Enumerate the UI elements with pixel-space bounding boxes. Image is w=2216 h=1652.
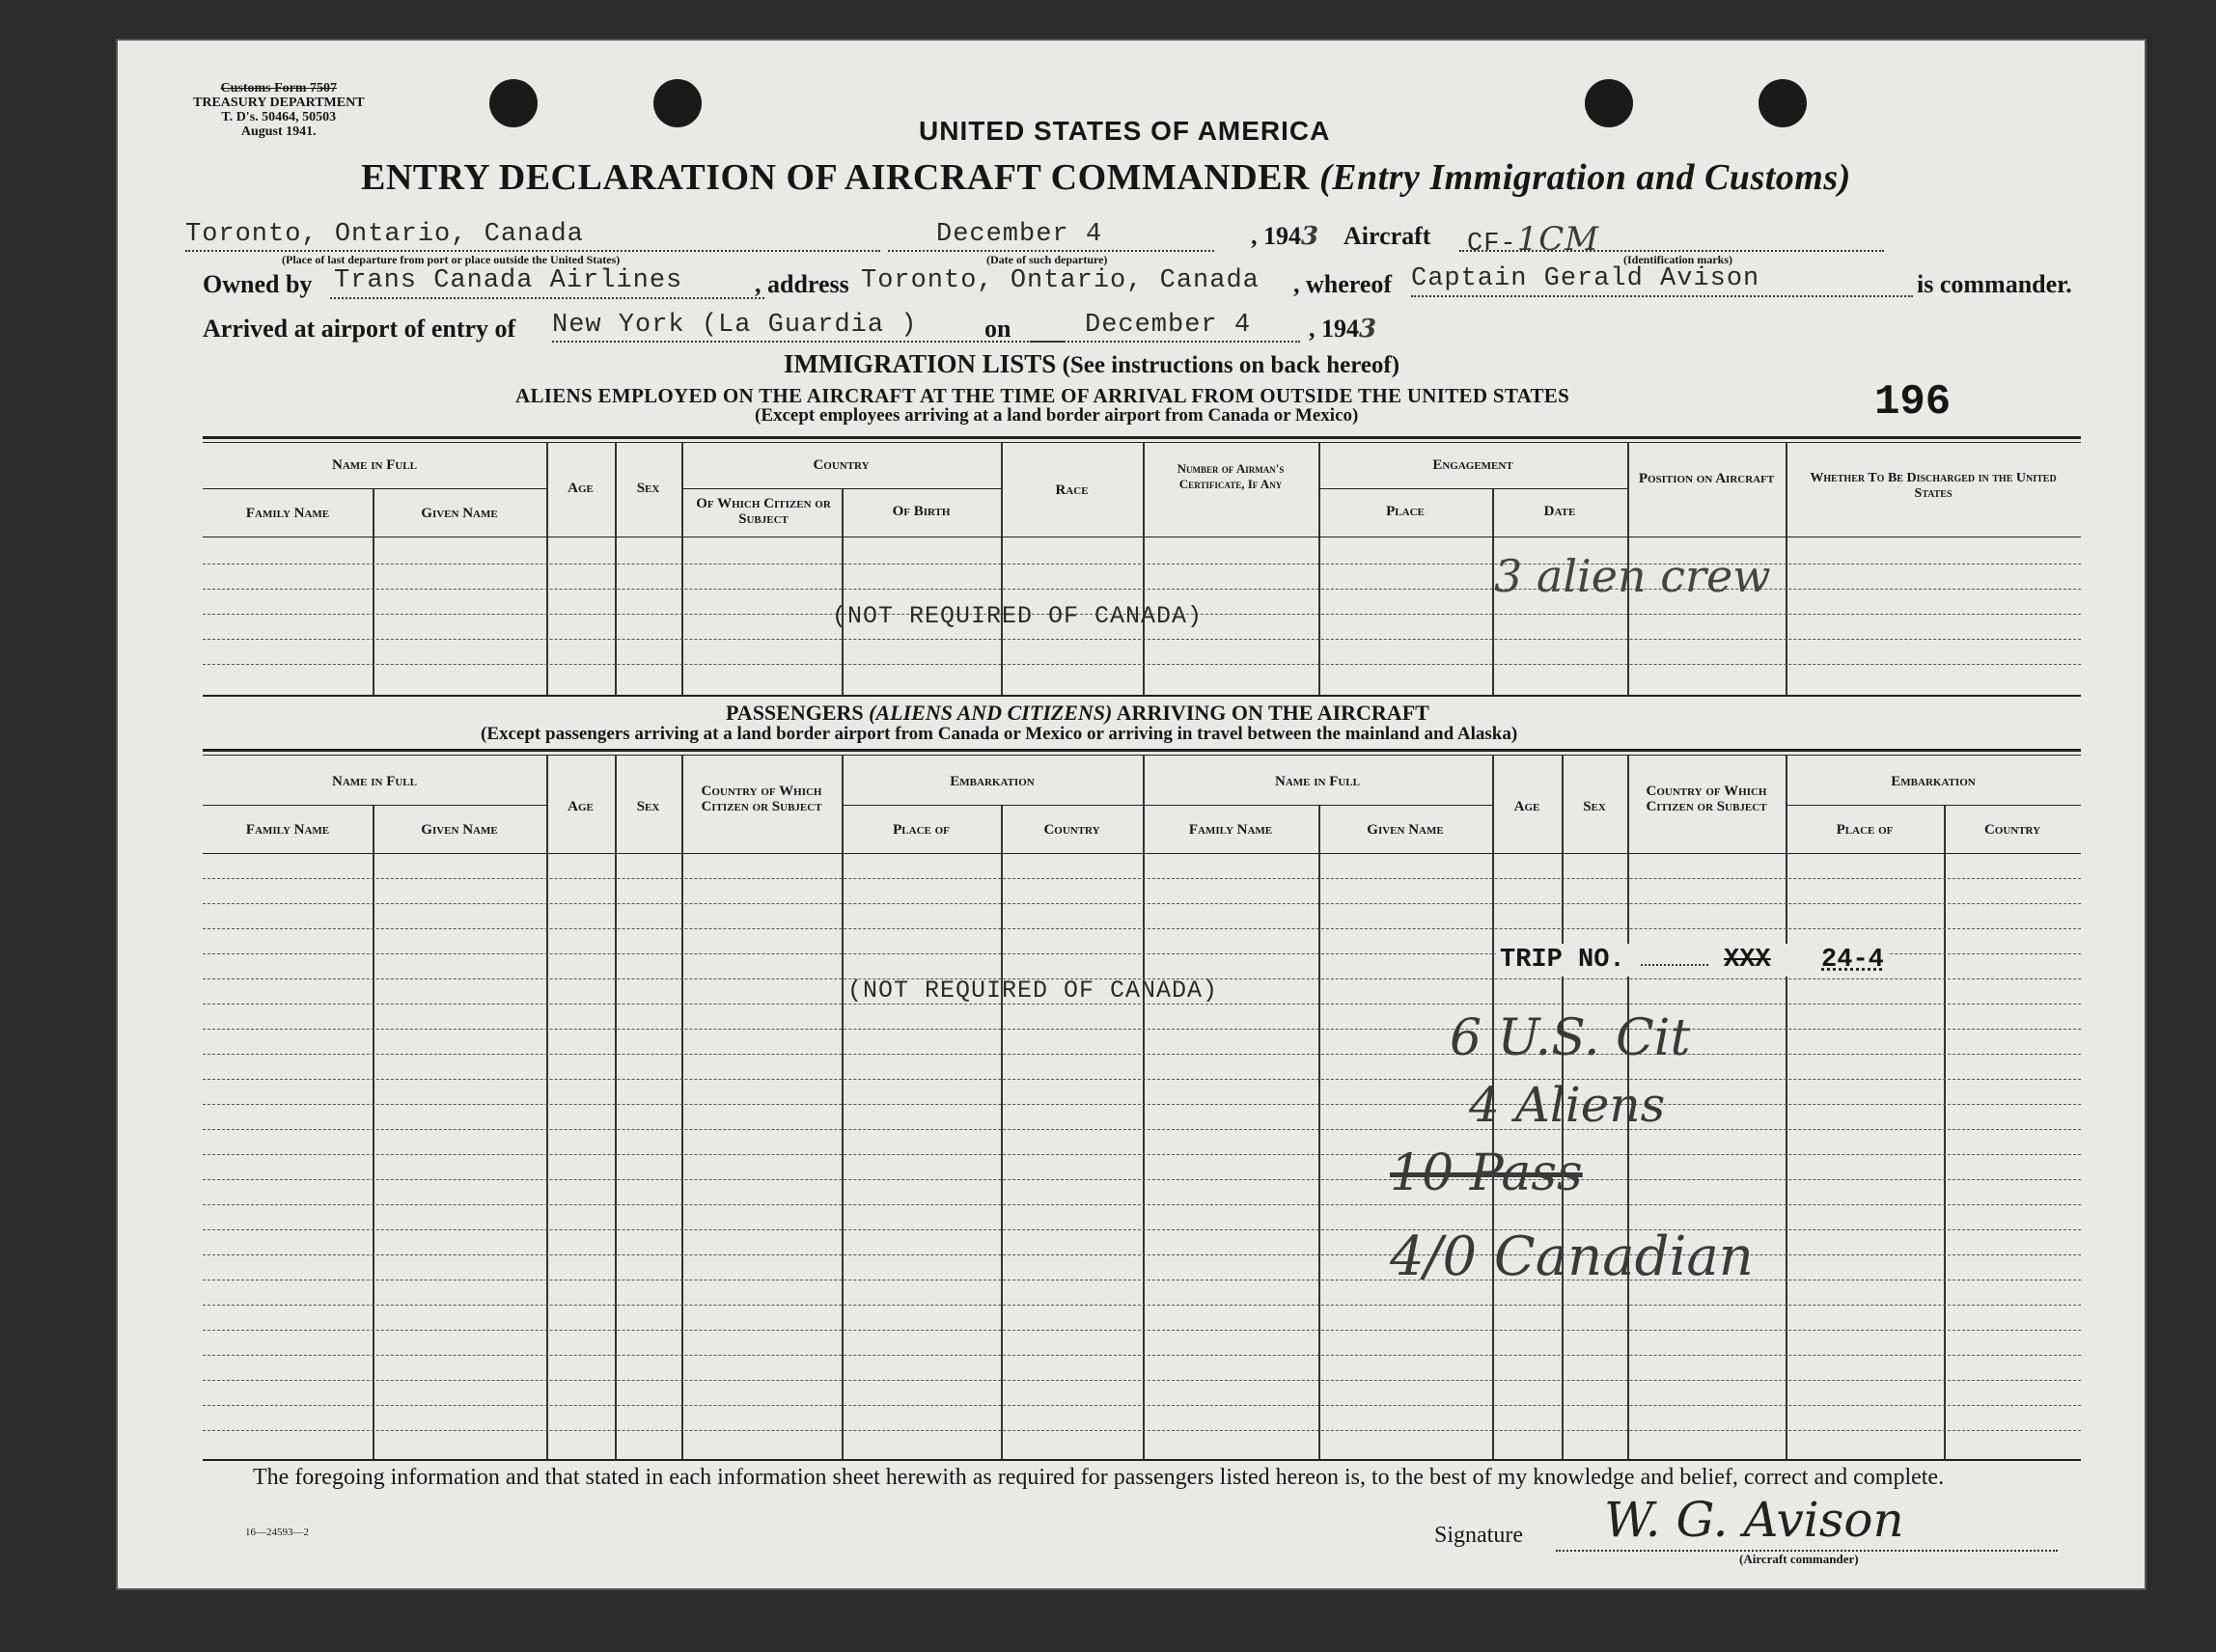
aircraft-mark-hand: 1CM [1516,220,1600,259]
form-td: T. D's. 50464, 50503 [221,110,337,124]
tally-aliens: 4 Aliens [1469,1077,1666,1133]
document-number: 196 [1874,378,1952,427]
pass-hdr-embarkation: Embarkation [950,774,1035,789]
passenger-row [203,1179,2081,1180]
pass-hdr-country-citizen: Country of Which Citizen or Subject [701,784,822,814]
passenger-row [203,1104,2081,1105]
aliens-hdr-sex: Sex [636,481,660,496]
aliens-handwritten-note: 3 alien crew [1494,550,1771,602]
aliens-hdr-cert: Number of Airman's Certificate, If Any [1177,461,1285,491]
passenger-row [203,1154,2081,1155]
arrival-label: Arrived at airport of entry of [203,315,516,343]
aliens-col-divider [1786,442,1787,697]
aliens-note: (Except employees arriving at a land border airport from Canada or Mexico) [755,405,1359,426]
title-italic: (Entry Immigration and Customs) [1318,157,1851,198]
signature-label: Signature [1434,1523,1523,1548]
passenger-row [203,1229,2081,1230]
tally-us-citizens: 6 U.S. Cit [1450,1009,1691,1067]
aliens-not-required: (NOT REQUIRED OF CANADA) [832,602,1204,630]
passenger-row [203,1129,2081,1130]
commander-signature: W. G. Avison [1604,1492,1904,1548]
address-value: Toronto, Ontario, Canada [861,266,1260,295]
aliens-hdr-race: Race [1055,482,1089,498]
passenger-row [203,1254,2081,1255]
aliens-hdr-given: Given Name [421,506,498,521]
pass-hdr-given: Given Name [421,822,498,838]
punch-hole-4 [1759,79,1807,127]
pass-hdr-place-of-2: Place of [1836,822,1894,838]
aliens-subheader-rule [681,488,1001,489]
aircraft-mark: CF-1CM [1467,220,1600,259]
commander-name: Captain Gerald Avison [1411,264,1760,293]
pass-hdr-sex-2: Sex [1583,799,1606,814]
pass-table-top2 [203,755,2081,756]
aliens-hdr-name: Name in Full [331,457,417,473]
tally-canadian: 4/0 Canadian [1390,1225,1754,1288]
aliens-table-top2 [203,442,2081,443]
arrival-date-line [1030,341,1300,343]
pass-hdr-family-2: Family Name [1188,822,1273,838]
arrival-on-label: on [984,315,1011,343]
passenger-row [203,1079,2081,1080]
arrival-airport: New York (La Guardia ) [552,311,918,340]
whereof-label: , whereof [1293,270,1393,298]
pass-table-bottom [203,1459,2081,1461]
pass-hdr-age: Age [568,799,594,814]
pass-subheader-rule [842,805,1492,806]
address-label: , address [755,270,849,298]
is-commander-label: is commander. [1917,270,2072,298]
form-department: TREASURY DEPARTMENT [193,96,365,110]
passenger-row [203,928,2081,929]
aliens-hdr-position: Position on Aircraft [1638,471,1775,486]
departure-date-caption: (Date of such departure) [986,253,1108,266]
aliens-hdr-family: Family Name [245,506,330,521]
aliens-row [203,664,2081,665]
aliens-hdr-country: Country [813,457,870,473]
aliens-col-divider [842,488,844,697]
punch-hole-2 [653,79,702,127]
departure-year: , 1943 [1251,222,1319,251]
passenger-row [203,1029,2081,1030]
pass-hdr-place-of: Place of [893,822,950,838]
pass-hdr-age-2: Age [1513,799,1540,814]
passenger-row [203,1054,2081,1055]
aliens-subheader-rule [203,488,546,489]
form-number: Customs Form 7507 [220,81,338,96]
owned-by-line [330,297,764,299]
arrival-date: December 4 [1085,311,1252,340]
title-main: ENTRY DECLARATION OF AIRCRAFT COMMANDER [361,157,1310,198]
departure-place: Toronto, Ontario, Canada [185,220,584,249]
trip-no-value: 24-4 [1821,946,1884,975]
aliens-col-divider [1318,442,1320,697]
form-identifier [193,81,365,139]
aliens-hdr-birth: Of Birth [892,504,951,519]
passenger-row [203,903,2081,904]
pass-hdr-family: Family Name [245,822,330,838]
pass-hdr-given-2: Given Name [1367,822,1444,838]
passenger-row [203,1355,2081,1356]
passengers-heading: PASSENGERS (ALIENS AND CITIZENS) ARRIVING ON THE AIRCRAFT [726,701,1429,725]
aliens-hdr-discharged: Whether To Be Discharged in the United States [1810,471,2057,501]
pass-header-bottom [203,853,2081,854]
aliens-table-bottom [203,695,2081,697]
passengers-not-required: (NOT REQUIRED OF CANADA) [847,977,1219,1005]
pass-hdr-country-2: Country [1983,822,2041,838]
departure-place-caption: (Place of last departure from port or place outside the United States) [282,253,621,266]
owned-by-value: Trans Canada Airlines [334,266,683,295]
print-code: 16—24593—2 [245,1527,309,1538]
aircraft-line [1459,250,1884,252]
pass-subheader-rule [203,805,546,806]
aliens-table-top [203,436,2081,439]
aliens-col-divider [1001,442,1003,697]
arrival-year: , 1943 [1309,315,1377,344]
aircraft-label: Aircraft [1343,222,1431,250]
pass-hdr-country: Country [1043,822,1100,838]
punch-hole-3 [1585,79,1633,127]
departure-date: December 4 [936,220,1103,249]
passenger-row [203,1330,2081,1331]
pass-hdr-country-citizen-2: Country of Which Citizen or Subject [1646,784,1767,814]
pass-table-top [203,749,2081,752]
passenger-row [203,1380,2081,1381]
aliens-subheader-rule [1318,488,1627,489]
country-heading: UNITED STATES OF AMERICA [919,116,1331,146]
pass-subheader-rule [1786,805,2081,806]
aircraft-caption: (Identification marks) [1623,253,1732,266]
certification-statement: The foregoing information and that stated in each information sheet herewith as required for passengers listed hereon is, to the best of my knowledge and belief, correct and complete. [253,1465,1945,1490]
signature-caption: (Aircraft commander) [1739,1552,1859,1566]
aliens-heading: ALIENS EMPLOYED ON THE AIRCRAFT AT THE TIME OF ARRIVAL FROM OUTSIDE THE UNITED STATES [515,384,1570,407]
owned-by-label: Owned by [203,270,313,298]
aliens-row [203,639,2081,640]
passengers-note: (Except passengers arriving at a land border airport from Canada or Mexico or arriving in travel between the mainland and Alaska) [481,724,1518,744]
pass-hdr-name: Name in Full [331,774,417,789]
passenger-row [203,1204,2081,1205]
form-date: August 1941. [240,124,317,139]
pass-hdr-embarkation-2: Embarkation [1891,774,1976,789]
departure-date-line [888,250,1214,252]
passenger-row [203,1405,2081,1406]
passenger-row [203,878,2081,879]
immigration-heading: IMMIGRATION LISTS (See instructions on back hereof) [784,349,1400,378]
departure-place-line [185,250,880,252]
passenger-row [203,1430,2081,1431]
aliens-hdr-engagement: Engagement [1432,457,1513,473]
customs-form-paper [118,41,2145,1588]
aliens-hdr-date: Date [1543,504,1576,519]
aliens-row [203,589,2081,590]
trip-label: TRIP NO. [1500,946,1625,975]
page-title [361,156,1851,199]
tally-passengers: 10 Pass [1390,1144,1583,1202]
commander-line [1411,295,1913,297]
aliens-col-divider [1143,442,1145,697]
aliens-hdr-age: Age [568,481,594,496]
trip-struck: XXX [1724,946,1771,975]
pass-hdr-name-2: Name in Full [1274,774,1360,789]
aliens-col-divider [681,442,683,697]
trip-number [1496,944,1888,977]
punch-hole-1 [489,79,538,127]
passenger-row [203,1305,2081,1306]
aliens-hdr-place: Place [1386,504,1425,519]
pass-hdr-sex: Sex [636,799,660,814]
aliens-hdr-citizen: Of Which Citizen or Subject [696,496,831,527]
